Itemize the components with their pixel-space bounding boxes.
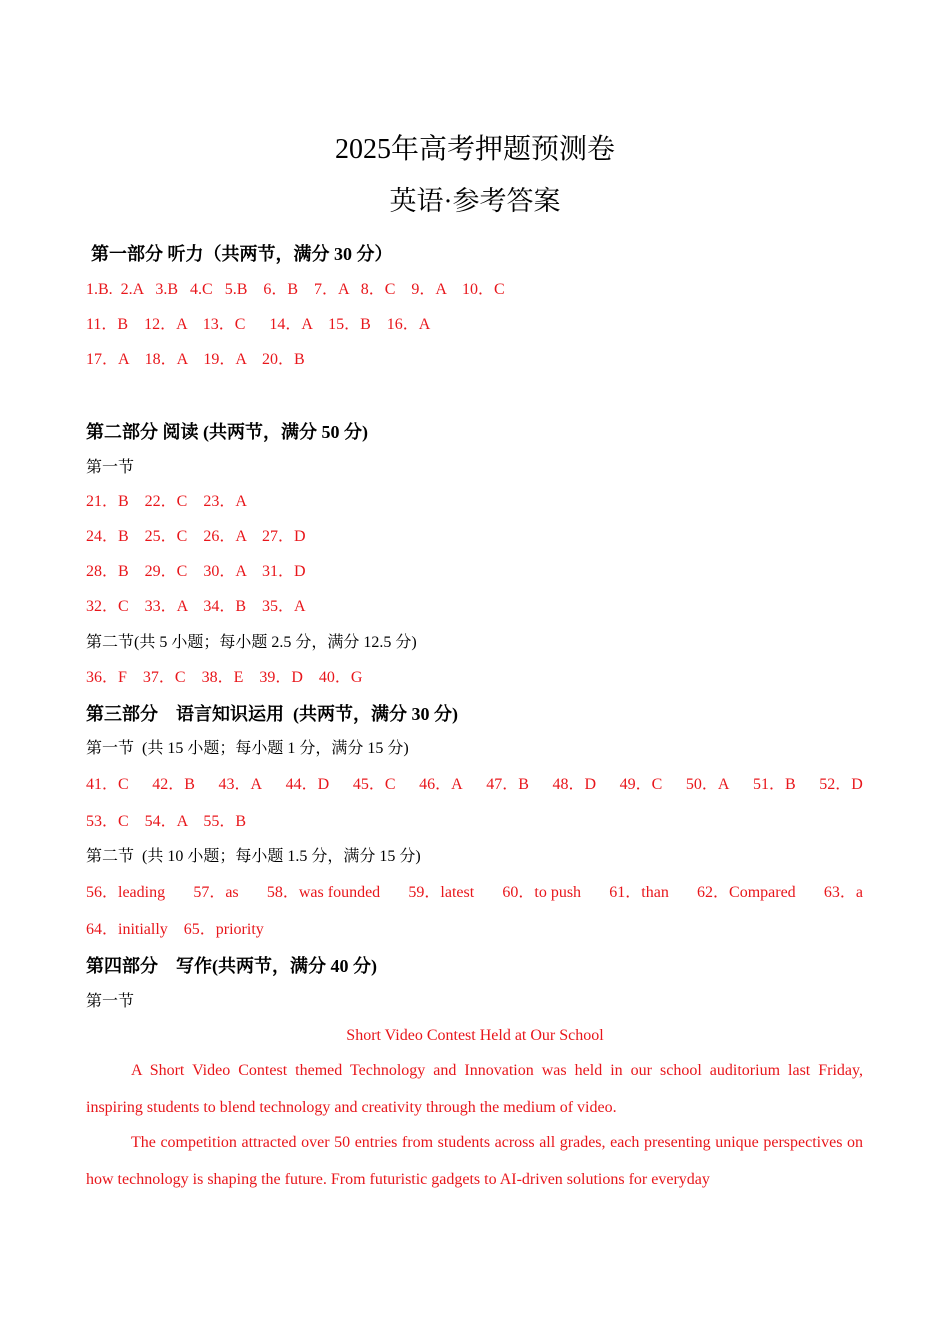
- part1-heading: 第一部分 听力（共两节，满分 30 分）: [91, 244, 393, 264]
- part3-section1-label: 第一节 (共 15 小题；每小题 1 分，满分 15 分): [86, 740, 409, 757]
- part3-heading: 第三部分 语言知识运用 (共两节，满分 30 分): [86, 704, 458, 724]
- part2-heading: 第二部分 阅读 (共两节，满分 50 分): [86, 422, 368, 442]
- page-subtitle: 英语·参考答案: [389, 186, 561, 216]
- part2-section2-answers: 36．F 37．C 38．E 39．D 40．G: [86, 669, 363, 686]
- part4-section1-label: 第一节: [86, 993, 135, 1010]
- answer-item: 60．to push: [502, 884, 582, 901]
- essay-paragraph-2: The competition attracted over 50 entries from students across all grades, each presenting unique perspectives on how technology is shaping the future. From futuristic gadgets to AI-driven solutions for everyday: [86, 1134, 863, 1188]
- part2-answers-line3: 28．B 29．C 30．A 31．D: [86, 563, 306, 580]
- answer-item: 51．B: [753, 776, 796, 793]
- answer-item: 47．B: [486, 776, 529, 793]
- answer-item: 45．C: [352, 776, 396, 793]
- part2-answers-line1: 21．B 22．C 23．A: [86, 493, 247, 510]
- part2-section1-label: 第一节: [86, 459, 135, 476]
- answer-item: 52．D: [819, 776, 863, 793]
- page-title: 2025年高考押题预测卷: [334, 134, 615, 165]
- answer-item: 49．C: [619, 776, 663, 793]
- part3-section1-row2: 53．C 54．A 55．B: [86, 813, 247, 830]
- answer-item: 63．a: [823, 884, 863, 901]
- answer-item: 43．A: [218, 776, 263, 793]
- part1-answers-line3: 17．A 18．A 19．A 20．B: [86, 351, 305, 368]
- part2-answers-line2: 24．B 25．C 26．A 27．D: [86, 528, 306, 545]
- part1-answers-line2: 11．B 12．A 13．C 14．A 15．B 16．A: [86, 316, 431, 333]
- answer-item: 48．D: [552, 776, 597, 793]
- answer-item: 61．than: [609, 884, 669, 901]
- answer-item: 57．as: [193, 884, 239, 901]
- answer-item: 46．A: [419, 776, 463, 793]
- answer-item: 58．was founded: [266, 884, 381, 901]
- answer-item: 62．Compared: [697, 884, 796, 901]
- part2-section2-label: 第二节(共 5 小题；每小题 2.5 分，满分 12.5 分): [86, 634, 417, 651]
- answer-item: 59．latest: [408, 884, 475, 901]
- part3-section1-row1: [86, 774, 863, 796]
- essay-title: Short Video Contest Held at Our School: [346, 1027, 604, 1044]
- answer-item: 44．D: [285, 776, 330, 793]
- part2-answers-line4: 32．C 33．A 34．B 35．A: [86, 598, 306, 615]
- part3-section2-label: 第二节 (共 10 小题；每小题 1.5 分，满分 15 分): [86, 848, 421, 865]
- answer-item: 56．leading: [86, 884, 166, 901]
- part1-answers-line1: 1.B. 2.A 3.B 4.C 5.B 6．B 7．A 8．C 9．A 10．C: [86, 281, 505, 298]
- answer-item: 41．C: [86, 776, 129, 793]
- part4-heading: 第四部分 写作(共两节，满分 40 分): [86, 956, 377, 976]
- answer-item: 42．B: [152, 776, 195, 793]
- essay-paragraph-1: A Short Video Contest themed Technology and Innovation was held in our school auditorium last Friday, inspiring students to blend technology and creativity through the medium of video.: [86, 1062, 863, 1116]
- part3-section2-row1: [86, 882, 863, 904]
- answer-item: 50．A: [685, 776, 730, 793]
- part3-section2-row2: 64．initially 65．priority: [86, 921, 264, 938]
